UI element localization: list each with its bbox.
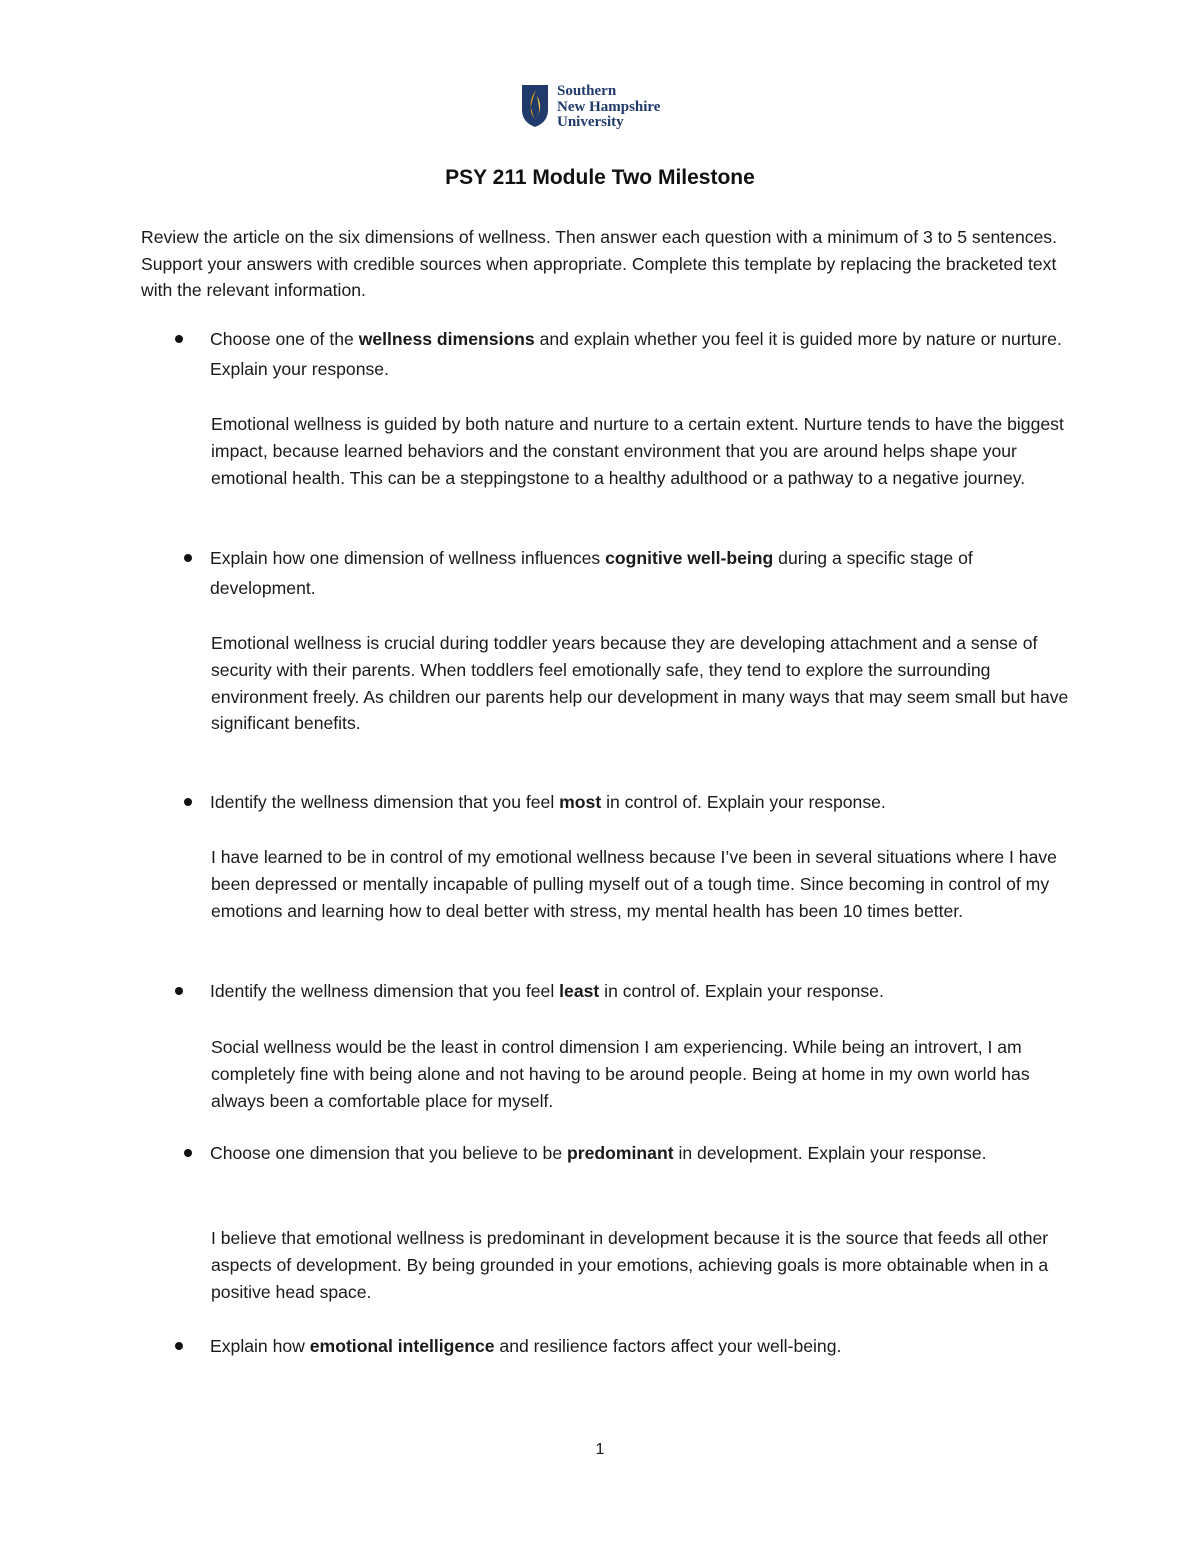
- intro-paragraph: Review the article on the six dimensions of wellness. Then answer each question with a minimum of 3 to 5 sentences. Support your answers with credible sources when appropriate. Complete this template by replacing the bracketed text with the relevant information.: [141, 227, 1057, 300]
- bullet-icon: [184, 554, 192, 562]
- logo-line-2: New Hampshire: [557, 98, 661, 115]
- shield-flame-icon: [521, 84, 549, 128]
- bullet-icon: [175, 1342, 183, 1350]
- question-6: Explain how emotional intelligence and resilience factors affect your well-being.: [210, 1336, 842, 1356]
- answer-1: Emotional wellness is guided by both nature and nurture to a certain extent. Nurture tends to have the biggest impact, because learned behaviors and the constant environment that you are around helps shape your emotional health. This can be a steppingstone to a healthy adulthood or a pathway to a negative journey.: [211, 414, 1064, 488]
- question-2: Explain how one dimension of wellness influences cognitive well-being during a specific stage of development.: [210, 548, 973, 598]
- bullet-icon: [184, 798, 192, 806]
- page-number: 1: [595, 1441, 605, 1458]
- answer-5: I believe that emotional wellness is predominant in development because it is the source that feeds all other aspects of development. By being grounded in your emotions, achieving goals is more obtainable when in a positive head space.: [211, 1228, 1049, 1302]
- question-4: Identify the wellness dimension that you feel least in control of. Explain your response.: [210, 981, 884, 1001]
- university-logo: [521, 84, 660, 131]
- question-5: Choose one dimension that you believe to be predominant in development. Explain your response.: [210, 1143, 987, 1163]
- answer-2: Emotional wellness is crucial during toddler years because they are developing attachment and a sense of security with their parents. When toddlers feel emotionally safe, they tend to explore the surrounding environment freely. As children our parents help our development in many ways that may seem small but have significant benefits.: [211, 633, 1069, 734]
- bullet-icon: [175, 335, 183, 343]
- logo-line-1: Southern: [557, 83, 617, 99]
- bullet-icon: [175, 987, 183, 995]
- answer-4: Social wellness would be the least in control dimension I am experiencing. While being an introvert, I am completely fine with being alone and not having to be around people. Being at home in my own world has always been a comfortable place for myself.: [211, 1037, 1030, 1111]
- question-3: Identify the wellness dimension that you feel most in control of. Explain your response.: [210, 792, 886, 812]
- document-title: PSY 211 Module Two Milestone: [445, 166, 755, 189]
- answer-3: I have learned to be in control of my emotional wellness because I’ve been in several situations where I have been depressed or mentally incapable of pulling myself out of a tough time. Since becoming in control of my emotions and learning how to deal better with stress, my mental health has been 10 times better.: [211, 847, 1057, 921]
- logo-wordmark: [557, 84, 660, 131]
- question-1: Choose one of the wellness dimensions and explain whether you feel it is guided more by nature or nurture. Explain your response.: [210, 329, 1062, 379]
- logo-line-3: University: [557, 114, 624, 130]
- bullet-icon: [184, 1149, 192, 1157]
